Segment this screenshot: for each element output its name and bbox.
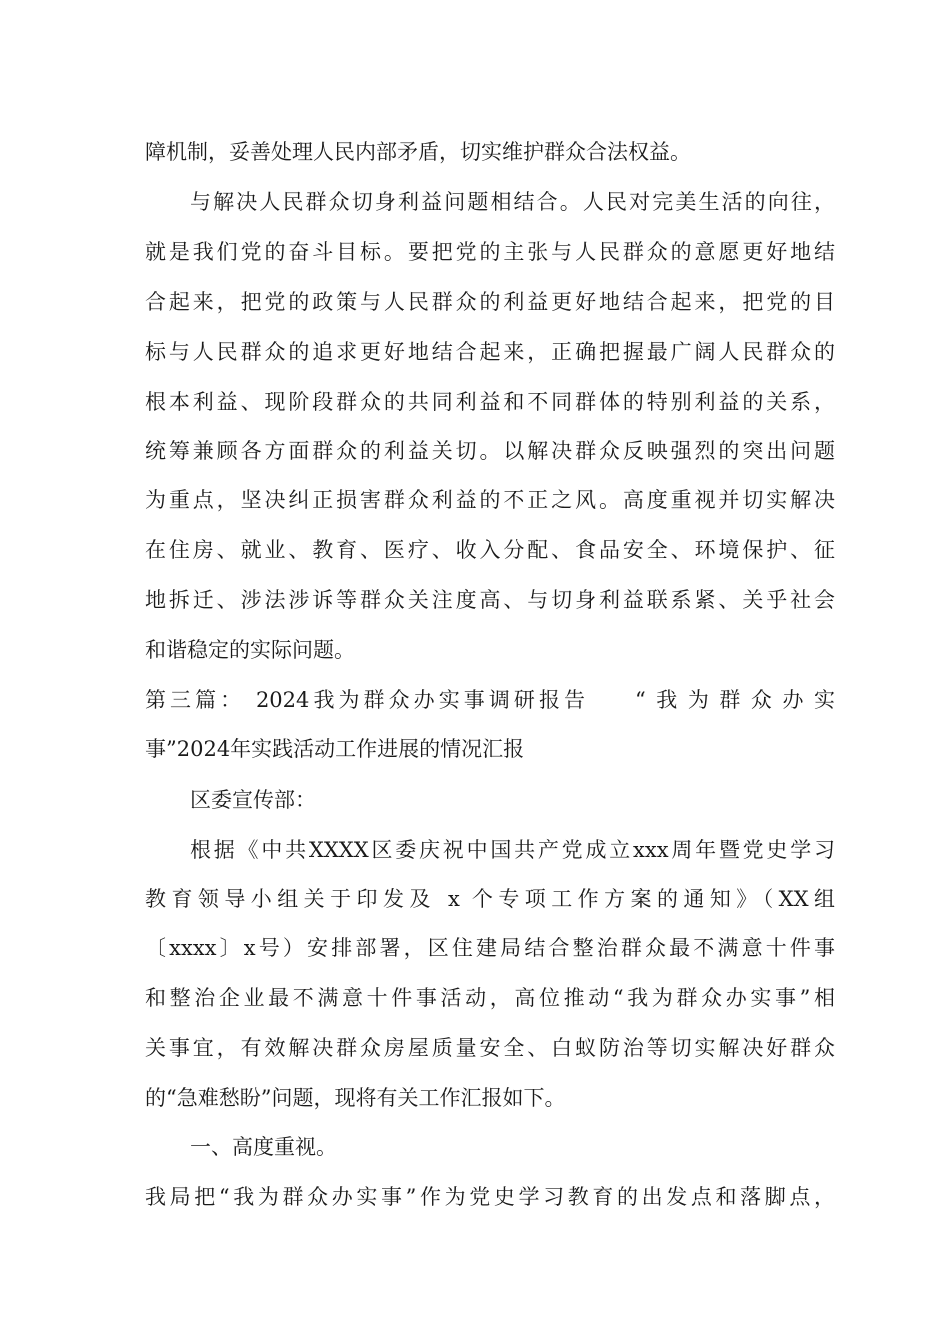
text-line: 根本利益、现阶段群众的共同利益和不同群体的特别利益的关系， xyxy=(145,390,835,414)
text-line: 地拆迁、涉法涉诉等群众关注度高、与切身利益联系紧、关乎社会 xyxy=(145,588,835,612)
subheading: 一、高度重视。 xyxy=(190,1135,337,1159)
text-line: 关事宜，有效解决群众房屋质量安全、白蚁防治等切实解决好群众 xyxy=(145,1036,835,1060)
text-line: 障机制，妥善处理人民内部矛盾，切实维护群众合法权益。 xyxy=(145,140,691,164)
text-line: 合起来，把党的政策与人民群众的利益更好地结合起来，把党的目 xyxy=(145,290,835,314)
text-line: 与解决人民群众切身利益问题相结合。人民对完美生活的向往， xyxy=(190,190,835,214)
text-line: 教育领导小组关于印发及 x 个专项工作方案的通知》（XX组 xyxy=(145,887,835,911)
text-line: 标与人民群众的追求更好地结合起来，正确把握最广阔人民群众的 xyxy=(145,340,835,364)
text-line: 和整治企业最不满意十件事活动，高位推动“我为群众办实事”相 xyxy=(145,986,835,1010)
addressee: 区委宣传部： xyxy=(190,788,316,812)
text-line: 我局把“我为群众办实事”作为党史学习教育的出发点和落脚点， xyxy=(145,1185,835,1209)
section-title-part-2: “我为群众办实 xyxy=(635,688,835,712)
text-line: 〔xxxx〕x号）安排部署，区住建局结合整治群众最不满意十件事 xyxy=(145,936,835,960)
text-line: 和谐稳定的实际问题。 xyxy=(145,638,355,662)
text-line: 为重点，坚决纠正损害群众利益的不正之风。高度重视并切实解决 xyxy=(145,488,835,512)
text-line: 在住房、就业、教育、医疗、收入分配、食品安全、环境保护、征 xyxy=(145,538,835,562)
text-line: 统筹兼顾各方面群众的利益关切。以解决群众反映强烈的突出问题 xyxy=(145,439,835,463)
section-title-part-1: 第三篇： 2024我为群众办实事调研报告 xyxy=(145,688,585,712)
text-line: 的“急难愁盼”问题，现将有关工作汇报如下。 xyxy=(145,1086,566,1110)
text-line: 就是我们党的奋斗目标。要把党的主张与人民群众的意愿更好地结 xyxy=(145,240,835,264)
section-title-part-3: 事”2024年实践活动工作进展的情况汇报 xyxy=(145,737,525,761)
text-line: 根据《中共XXXX区委庆祝中国共产党成立xxx周年暨党史学习 xyxy=(190,838,835,862)
